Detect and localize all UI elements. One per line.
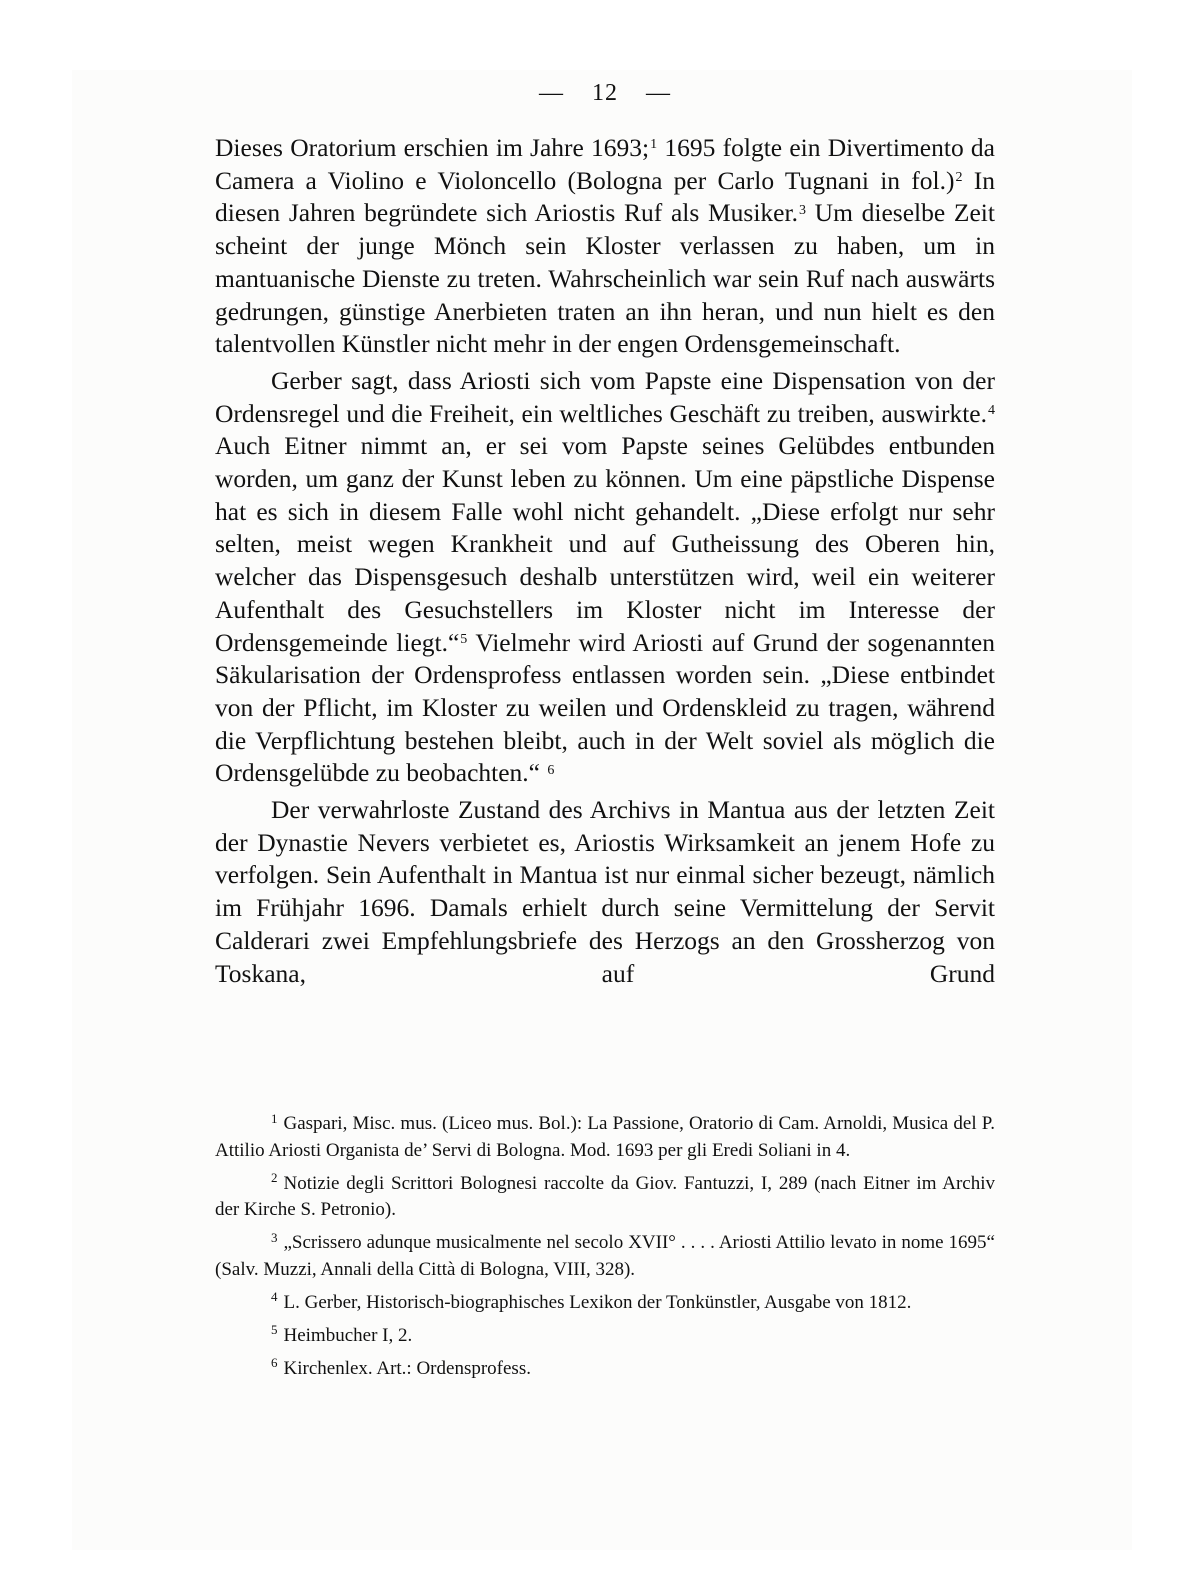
footnote-reference: 6 [547,762,555,778]
body-text [215,132,995,990]
paragraph-text: In diesen Jahren begründete sich Ariostis Ruf als Musiker. [215,165,995,228]
paragraph-text: Vielmehr wird Ariosti auf Grund der sogenannten Säkularisation der Ordensprofess entlassen worden sein. „Diese entbindet von der Pflicht, im Kloster zu weilen und Ordenskleid zu tragen, während die Verpflichtung bestehen bleibt, auch in der Welt soviel als möglich die Ordensgelübde zu beobachten.“ [215,627,995,788]
footnote-number: 6 [271,1355,278,1370]
footnote-5 [215,1323,995,1350]
paragraph-text: Um dieselbe Zeit scheint der junge Mönch sein Kloster verlassen zu haben, um in mantuanische Dienste zu treten. Wahrscheinlich war sein Ruf nach auswärts gedrungen, günstige Anerbieten traten an ihn heran, und nun hielt es den talentvollen Künstler nicht mehr in der engen Ordensgemeinschaft. [215,198,995,359]
footnote-text: Heimbucher I, 2. [283,1324,413,1346]
paragraph-1 [215,132,995,361]
footnote-number: 5 [271,1322,278,1337]
footnote-reference: 2 [955,170,963,186]
footnote-2 [215,1171,995,1224]
footnote-text: „Scrissero adunque musicalmente nel secolo XVII° . . . . Ariosti Attilio levato in nome 1695“ (Salv. Muzzi, Annali della Città di Bologna, VIII, 328). [215,1232,995,1280]
footnote-reference: 1 [650,137,658,153]
paragraph-3 [215,794,995,990]
page-number-header [215,78,995,108]
footnote-number: 1 [271,1110,278,1126]
paragraph-text: Auch Eitner nimmt an, er sei vom Papste seines Gelübdes entbunden worden, um ganz der Kunst leben zu können. Um eine päpstliche Dispense hat es sich in diesem Falle wohl nicht gehandelt. „Diese erfolgt nur sehr selten, meist wegen Krankheit und auf Gutheissung des Oberen hin, welcher das Dispensgesuch deshalb unterstützen wird, weil ein weiterer Aufenthalt des Gesuchstellers im Kloster nicht im Interesse der Ordensgemeinde liegt.“ [215,431,995,657]
page-number-dash-right: — [646,80,671,106]
paragraph-text: 1695 folgte ein Divertimento da Camera a Violino e Violoncello (Bologna per Carlo Tugnani in fol.) [215,133,996,195]
footnote-reference: 5 [460,631,468,647]
paragraph-text: Der verwahrloste Zustand des Archivs in Mantua aus der letzten Zeit der Dynastie Nevers verbietet es, Ariostis Wirksamkeit an jenem Hofe zu verfolgen. Sein Aufenthalt in Mantua ist nur einmal sicher bezeugt, nämlich im Frühjahr 1696. Damals erhielt durch seine Vermittelung der Servit Calderari zwei Empfehlungsbriefe des Herzogs an den Grossherzog von Toskana, auf Grund [215,795,995,988]
footnote-reference: 3 [798,202,806,218]
footnote-number: 4 [271,1289,278,1304]
footnote-text: Gaspari, Misc. mus. (Liceo mus. Bol.): La Passione, Oratorio di Cam. Arnoldi, Musica del P. Attilio Ariosti Organista de’ Servi di Bologna. Mod. 1693 per gli Eredi Soliani in 4. [215,1113,995,1161]
footnote-3 [215,1230,995,1283]
footnote-6 [215,1356,995,1383]
footnotes [215,1111,995,1389]
footnote-1 [215,1111,995,1164]
paragraph-2 [215,365,995,790]
paragraph-text: Dieses Oratorium erschien im Jahre 1693; [215,133,650,162]
footnote-number: 3 [271,1229,278,1245]
footnote-text: L. Gerber, Historisch-biographisches Lexikon der Tonkünstler, Ausgabe von 1812. [283,1291,912,1313]
paragraph-text: Gerber sagt, dass Ariosti sich vom Papste eine Dispensation von der Ordensregel und die Freiheit, ein weltliches Geschäft zu treiben, auswirkte. [215,365,995,428]
footnote-text: Kirchenlex. Art.: Ordensprofess. [283,1357,531,1379]
footnote-number: 2 [271,1170,278,1185]
footnote-text: Notizie degli Scrittori Bolognesi raccolte da Giov. Fantuzzi, I, 289 (nach Eitner im Archiv der Kirche S. Petronio). [215,1172,995,1220]
page-number-dash-left: — [539,80,564,106]
book-page [215,78,996,1379]
footnote-4 [215,1290,995,1317]
page-number: 12 [592,80,618,106]
footnote-reference: 4 [988,402,995,418]
